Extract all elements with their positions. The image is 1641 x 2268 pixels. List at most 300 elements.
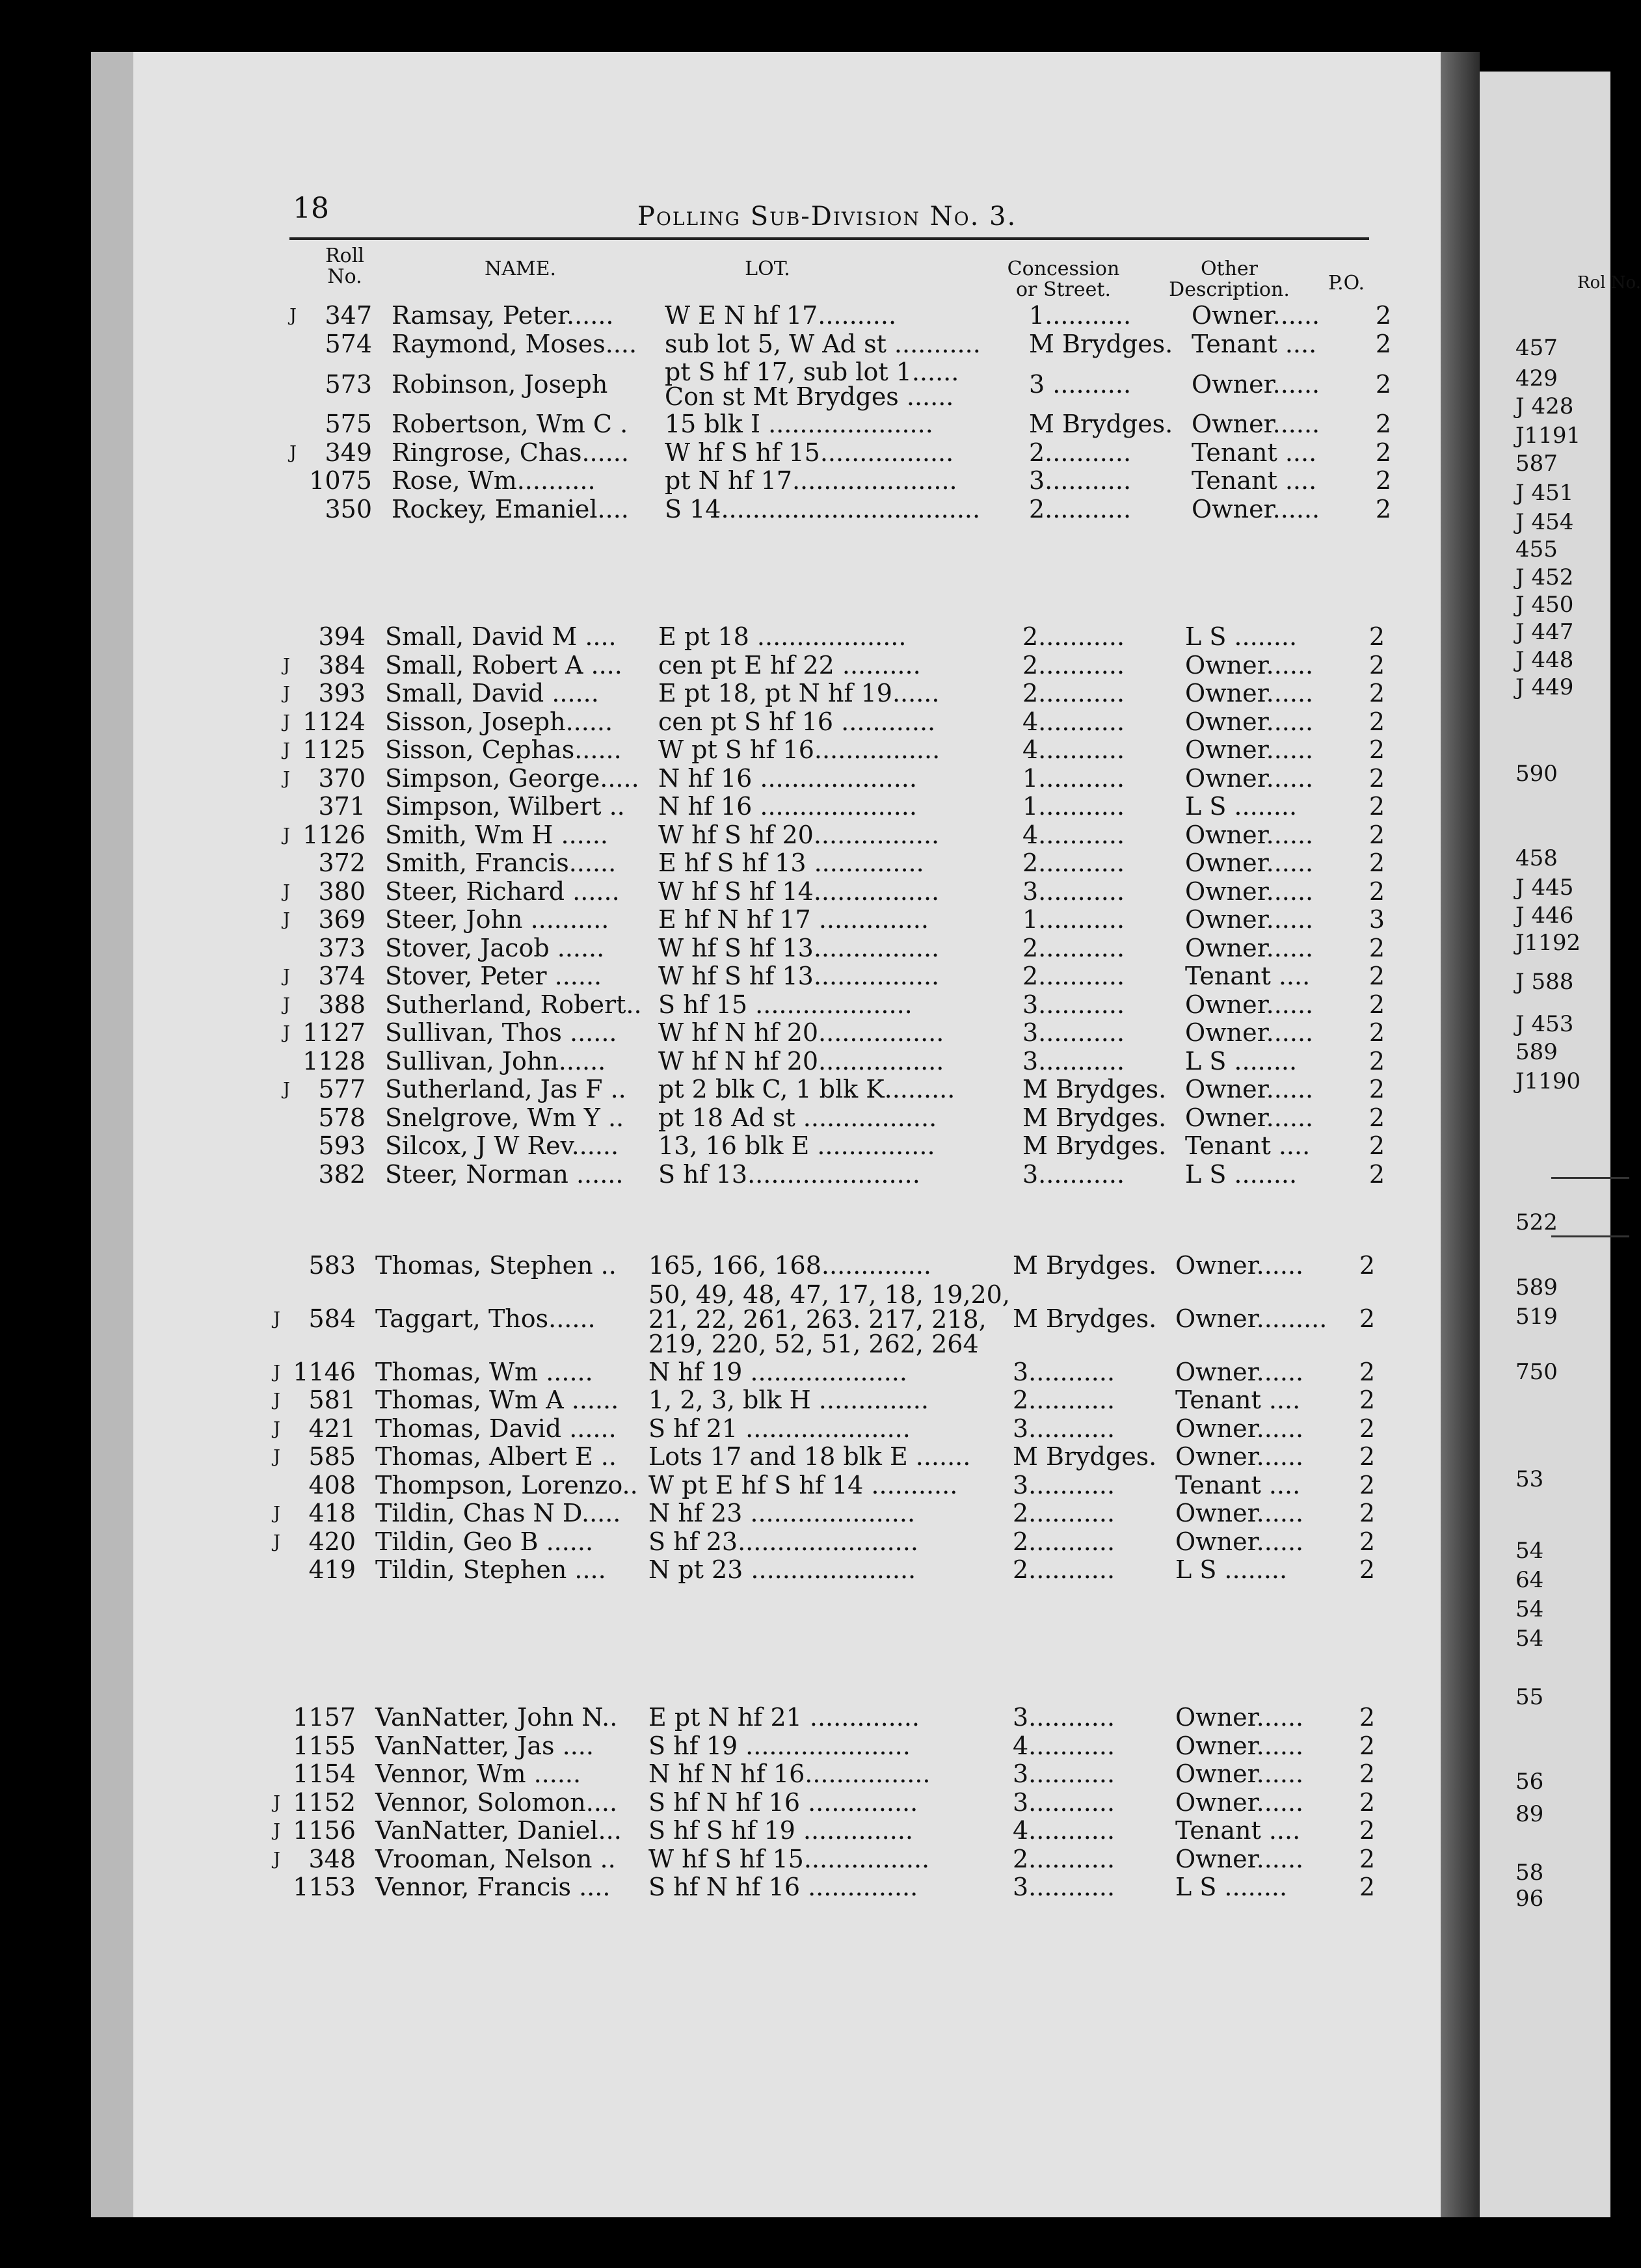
lot-line: W hf N hf 20................ (658, 1046, 944, 1075)
lot-cell (665, 330, 1029, 359)
right-page-roll-number: J 445 (1515, 875, 1574, 901)
lot-line: S hf S hf 19 .............. (648, 1816, 913, 1845)
other-description: Owner...... (1175, 1442, 1304, 1471)
concession: 4........... (1022, 707, 1125, 736)
concession: 3........... (1022, 1159, 1125, 1189)
other-description: Owner...... (1175, 1787, 1304, 1817)
voter-name: Raymond, Moses.... (392, 329, 637, 358)
voter-name: Vrooman, Nelson .. (375, 1844, 616, 1873)
voter-name: Snelgrove, Wm Y .. (385, 1103, 624, 1132)
juror-mark (260, 1161, 294, 1189)
roll-number: 1157 (293, 1703, 356, 1732)
lot-cell (648, 1386, 1013, 1415)
lot-line: Lots 17 and 18 blk E ....... (648, 1442, 971, 1471)
voter-name: Vennor, Solomon.... (375, 1787, 618, 1817)
table-row (260, 821, 1396, 850)
lot-line: N hf 16 .................... (658, 763, 917, 793)
juror-mark (260, 1048, 294, 1076)
right-page-roll-number: 54 (1515, 1626, 1544, 1652)
table-row (260, 1132, 1396, 1161)
lot-line: E pt N hf 21 .............. (648, 1703, 920, 1732)
other-description: Owner...... (1175, 1527, 1304, 1556)
lot-cell (648, 1704, 1013, 1732)
lot-line: W E N hf 17.......... (665, 301, 897, 330)
other-description: Owner...... (1192, 301, 1320, 330)
post-office: 2 (1368, 792, 1385, 821)
lot-cell (658, 1075, 1022, 1104)
lot-cell (665, 495, 1029, 524)
concession: 2........... (1022, 650, 1125, 679)
voter-name: Thomas, Wm A ...... (375, 1386, 619, 1415)
roll-number: 593 (318, 1131, 366, 1161)
header-rule (289, 237, 1369, 240)
right-page-roll-number: 89 (1515, 1801, 1544, 1827)
concession: M Brydges. (1022, 1075, 1167, 1104)
right-page-roll-number: 750 (1515, 1359, 1558, 1385)
lot-cell (648, 1873, 1013, 1902)
voter-name: Smith, Wm H ...... (385, 820, 608, 849)
lot-cell (658, 1161, 1022, 1189)
lot-cell (648, 1280, 1013, 1358)
right-page-roll-number: J 451 (1515, 480, 1574, 506)
juror-mark: J (273, 1531, 280, 1552)
post-office: 2 (1368, 1159, 1385, 1189)
other-description: Owner...... (1185, 877, 1314, 906)
concession: 2........... (1022, 933, 1125, 962)
roll-number: 369 (318, 905, 366, 934)
table-row (267, 467, 1403, 495)
lot-line: sub lot 5, W Ad st ........... (665, 329, 981, 358)
voter-name: Steer, John .......... (385, 905, 609, 934)
roll-number: 577 (318, 1075, 366, 1104)
right-page-roll-number: 64 (1515, 1567, 1544, 1593)
post-office: 2 (1368, 990, 1385, 1019)
roll-number: 374 (318, 962, 366, 991)
juror-mark (250, 1556, 284, 1585)
table-row (260, 652, 1396, 680)
juror-mark: J (283, 1023, 290, 1044)
voter-name: Thomas, Wm ...... (375, 1357, 593, 1386)
lot-cell (648, 1528, 1013, 1557)
concession: 3 .......... (1029, 369, 1132, 399)
column-header-lot: LOT. (745, 257, 790, 280)
other-description: Owner...... (1185, 1075, 1314, 1104)
right-page-roll-number: 55 (1515, 1684, 1544, 1710)
lot-cell (658, 934, 1022, 963)
concession: 1........... (1022, 763, 1125, 793)
lot-cell (648, 1760, 1013, 1789)
lot-line: E pt 18, pt N hf 19...... (658, 679, 940, 708)
lot-line: W hf S hf 13................ (658, 962, 940, 991)
table-row (260, 679, 1396, 708)
table-row (250, 1789, 1387, 1817)
concession: 2........... (1029, 494, 1132, 523)
table-row (250, 1817, 1387, 1845)
juror-mark: J (273, 1390, 280, 1411)
other-description: L S ........ (1175, 1873, 1288, 1902)
roll-number: 347 (325, 301, 372, 330)
voter-name: Robinson, Joseph (392, 369, 608, 399)
table-row (267, 330, 1403, 359)
roll-number: 1152 (293, 1787, 356, 1817)
lot-line: E hf N hf 17 .............. (658, 905, 929, 934)
roll-number: 418 (308, 1499, 356, 1528)
roll-number: 349 (325, 438, 372, 467)
table-row (250, 1471, 1387, 1500)
lot-cell (665, 439, 1029, 468)
column-header-other-description: Other Description. (1169, 257, 1290, 301)
roll-number: 584 (308, 1304, 356, 1333)
table-row (267, 410, 1403, 439)
table-row (267, 495, 1403, 524)
lot-cell (658, 765, 1022, 793)
other-description: Owner...... (1185, 735, 1314, 765)
lot-cell (658, 679, 1022, 708)
table-row (250, 1873, 1387, 1902)
other-description: Owner...... (1175, 1357, 1304, 1386)
voter-table (260, 623, 1396, 1189)
voter-name: Steer, Richard ...... (385, 877, 620, 906)
post-office: 2 (1359, 1760, 1376, 1789)
lot-line: S hf 23....................... (648, 1527, 918, 1556)
concession: 2........... (1022, 962, 1125, 991)
lot-line: W hf S hf 13................ (658, 933, 940, 962)
juror-mark (250, 1471, 284, 1500)
voter-name: Tildin, Chas N D..... (375, 1499, 621, 1528)
voter-table (250, 1704, 1387, 1902)
voter-name: Small, Robert A .... (385, 650, 622, 679)
post-office: 2 (1368, 679, 1385, 708)
roll-number: 371 (318, 792, 366, 821)
roll-number: 1125 (302, 735, 366, 765)
right-page-roll-number: J 428 (1515, 393, 1574, 419)
concession: 3........... (1013, 1787, 1115, 1817)
juror-mark: J (283, 910, 290, 930)
right-page-roll-number: J1190 (1515, 1068, 1581, 1094)
lot-cell (658, 849, 1022, 878)
voter-name: Thomas, David ...... (375, 1414, 617, 1443)
roll-number: 408 (308, 1470, 356, 1499)
voter-name: Sisson, Cephas...... (385, 735, 622, 765)
juror-mark: J (283, 740, 290, 761)
lot-line: N hf 19 .................... (648, 1357, 907, 1386)
roll-number: 585 (308, 1442, 356, 1471)
juror-mark: J (273, 1362, 280, 1382)
juror-mark (260, 1132, 294, 1161)
lot-line: 15 blk I ..................... (665, 410, 933, 439)
voter-name: Sutherland, Robert.. (385, 990, 642, 1019)
table-row (260, 793, 1396, 821)
concession: 2........... (1022, 849, 1125, 878)
lot-cell (648, 1845, 1013, 1874)
roll-number: 1075 (309, 466, 372, 495)
concession: 3........... (1013, 1470, 1115, 1499)
lot-line: cen pt E hf 22 .......... (658, 650, 921, 679)
voter-name: Robertson, Wm C . (392, 410, 628, 439)
concession: 3........... (1013, 1414, 1115, 1443)
table-row (260, 849, 1396, 878)
voter-name: VanNatter, Daniel... (375, 1816, 622, 1845)
roll-number: 372 (318, 849, 366, 878)
post-office: 2 (1375, 410, 1392, 439)
roll-number: 421 (308, 1414, 356, 1443)
post-office: 2 (1359, 1703, 1376, 1732)
other-description: Owner...... (1192, 369, 1320, 399)
other-description: Owner...... (1175, 1731, 1304, 1760)
juror-mark (267, 410, 300, 439)
post-office: 2 (1368, 735, 1385, 765)
lot-line: W pt E hf S hf 14 ........... (648, 1470, 958, 1499)
table-row (250, 1499, 1387, 1528)
other-description: Owner......... (1175, 1304, 1327, 1333)
table-row (260, 765, 1396, 793)
roll-number: 373 (318, 933, 366, 962)
right-page-roll-number: J 454 (1515, 509, 1574, 535)
table-row (250, 1358, 1387, 1387)
roll-number: 573 (325, 369, 372, 399)
lot-cell (658, 652, 1022, 680)
roll-number: 1146 (293, 1357, 356, 1386)
post-office: 2 (1375, 301, 1392, 330)
table-row (250, 1252, 1387, 1280)
voter-name: Thomas, Stephen .. (375, 1251, 617, 1280)
table-row (260, 736, 1396, 765)
post-office: 2 (1375, 369, 1392, 399)
lot-cell (658, 1019, 1022, 1048)
concession: 4........... (1013, 1816, 1115, 1845)
lot-line: S hf 19 ..................... (648, 1731, 911, 1760)
post-office: 2 (1359, 1414, 1376, 1443)
voter-name: VanNatter, John N.. (375, 1703, 618, 1732)
voter-name: Small, David ...... (385, 679, 599, 708)
lot-cell (648, 1789, 1013, 1817)
other-description: Owner...... (1185, 679, 1314, 708)
post-office: 2 (1368, 1103, 1385, 1132)
voter-name: Smith, Francis...... (385, 849, 617, 878)
roll-number: 348 (308, 1844, 356, 1873)
lot-line: E hf S hf 13 .............. (658, 849, 924, 878)
juror-mark: J (289, 306, 297, 326)
post-office: 2 (1368, 849, 1385, 878)
roll-number: 581 (308, 1386, 356, 1415)
table-row (250, 1443, 1387, 1471)
post-office: 2 (1359, 1499, 1376, 1528)
table-row (260, 708, 1396, 737)
other-description: Owner...... (1185, 707, 1314, 736)
post-office: 2 (1359, 1787, 1376, 1817)
other-description: Owner...... (1175, 1499, 1304, 1528)
right-page-roll-number: J 588 (1515, 969, 1574, 995)
other-description: Owner...... (1175, 1251, 1304, 1280)
other-description: Tenant .... (1175, 1386, 1301, 1415)
table-row (267, 439, 1403, 468)
other-description: Owner...... (1185, 933, 1314, 962)
other-description: Owner...... (1185, 1103, 1314, 1132)
other-description: Tenant .... (1175, 1470, 1301, 1499)
concession: 2........... (1013, 1527, 1115, 1556)
roll-number: 1155 (293, 1731, 356, 1760)
right-page-roll-number: 54 (1515, 1538, 1544, 1564)
post-office: 2 (1359, 1357, 1376, 1386)
table-row (250, 1556, 1387, 1585)
right-page-roll-number: 589 (1515, 1039, 1558, 1065)
lot-cell (648, 1252, 1013, 1280)
lot-cell (648, 1471, 1013, 1500)
juror-mark (250, 1252, 284, 1280)
right-page-roll-number: 458 (1515, 845, 1558, 871)
lot-line: pt S hf 17, sub lot 1...... (665, 358, 959, 386)
voter-name: Sutherland, Jas F .. (385, 1075, 626, 1104)
table-row (250, 1415, 1387, 1444)
lot-cell (658, 906, 1022, 934)
roll-number: 382 (318, 1159, 366, 1189)
voter-name: Rockey, Emaniel.... (392, 494, 629, 523)
lot-line: N hf N hf 16................ (648, 1760, 931, 1789)
right-page-roll-number: 590 (1515, 761, 1558, 787)
juror-mark (267, 495, 300, 524)
table-row (267, 302, 1403, 330)
concession: 3........... (1029, 466, 1132, 495)
right-page-roll-number: J 447 (1515, 619, 1574, 645)
lot-cell (648, 1499, 1013, 1528)
post-office: 2 (1359, 1816, 1376, 1845)
page-title: Polling Sub-Division No. 3. (637, 202, 1017, 231)
post-office: 2 (1375, 329, 1392, 358)
table-row (260, 878, 1396, 906)
lot-line: 165, 166, 168.............. (648, 1251, 932, 1280)
roll-number: 1127 (302, 1018, 366, 1048)
other-description: Tenant .... (1192, 329, 1317, 358)
lot-line: S hf 15 .................... (658, 990, 913, 1019)
concession: 3........... (1013, 1703, 1115, 1732)
concession: 4........... (1022, 820, 1125, 849)
lot-cell (665, 358, 1029, 410)
right-page-roll-number: 54 (1515, 1596, 1544, 1622)
juror-mark (250, 1732, 284, 1761)
right-page-roll-number: J 453 (1515, 1011, 1574, 1037)
voter-name: Ramsay, Peter...... (392, 301, 614, 330)
lot-line: 21, 22, 261, 263. 217, 218, (648, 1304, 987, 1334)
lot-cell (658, 962, 1022, 991)
concession: 2........... (1013, 1844, 1115, 1873)
voter-name: Silcox, J W Rev...... (385, 1131, 619, 1161)
lot-line: 219, 220, 52, 51, 262, 264 (648, 1329, 979, 1358)
voter-name: Thompson, Lorenzo.. (375, 1470, 638, 1499)
other-description: Tenant .... (1192, 466, 1317, 495)
right-page-roll-number: J 450 (1515, 592, 1574, 618)
juror-mark: J (283, 1079, 290, 1100)
other-description: Tenant .... (1175, 1816, 1301, 1845)
voter-name: Stover, Peter ...... (385, 962, 602, 991)
lot-cell (665, 410, 1029, 439)
voter-name: Tildin, Stephen .... (375, 1555, 606, 1585)
other-description: Owner...... (1185, 650, 1314, 679)
other-description: Owner...... (1175, 1760, 1304, 1789)
roll-number: 419 (308, 1555, 356, 1585)
other-description: Owner...... (1185, 905, 1314, 934)
lot-cell (658, 878, 1022, 906)
juror-mark (260, 793, 294, 821)
table-row (260, 962, 1396, 991)
column-header-concession: Concession or Street. (1007, 257, 1120, 301)
post-office: 2 (1359, 1442, 1376, 1471)
voter-name: Small, David M .... (385, 622, 617, 652)
table-row (250, 1528, 1387, 1557)
voter-name: Simpson, George..... (385, 763, 639, 793)
right-page-roll-number: J 446 (1515, 903, 1574, 929)
right-page (1480, 72, 1641, 2217)
voter-name: Vennor, Wm ...... (375, 1760, 581, 1789)
concession: M Brydges. (1013, 1442, 1157, 1471)
right-page-roll-number: 589 (1515, 1274, 1558, 1300)
roll-number: 1153 (293, 1873, 356, 1902)
voter-name: Vennor, Francis .... (375, 1873, 611, 1902)
roll-number: 575 (325, 410, 372, 439)
roll-number: 394 (318, 622, 366, 652)
lot-cell (665, 302, 1029, 330)
roll-number: 370 (318, 763, 366, 793)
juror-mark (260, 623, 294, 652)
other-description: Owner...... (1185, 1018, 1314, 1048)
other-description: Owner...... (1175, 1414, 1304, 1443)
concession: 2........... (1022, 622, 1125, 652)
other-description: Owner...... (1185, 990, 1314, 1019)
juror-mark: J (273, 1849, 280, 1869)
table-row (260, 1075, 1396, 1104)
lot-line: N hf 23 ..................... (648, 1499, 916, 1528)
lot-cell (648, 1732, 1013, 1761)
voter-name: Sullivan, Thos ...... (385, 1018, 617, 1048)
roll-number: 393 (318, 679, 366, 708)
lot-line: W hf S hf 20................ (658, 820, 940, 849)
lot-line: pt 18 Ad st ................. (658, 1103, 937, 1132)
concession: M Brydges. (1022, 1131, 1167, 1161)
juror-mark: J (283, 881, 290, 902)
table-row (260, 991, 1396, 1020)
concession: 3........... (1022, 877, 1125, 906)
juror-mark: J (283, 683, 290, 704)
concession: 4........... (1022, 735, 1125, 765)
concession: 2........... (1013, 1499, 1115, 1528)
right-page-roll-number: 96 (1515, 1886, 1544, 1912)
voter-name: Steer, Norman ...... (385, 1159, 624, 1189)
other-description: Owner...... (1185, 820, 1314, 849)
right-page-rule (1551, 1235, 1629, 1237)
lot-line: S hf N hf 16 .............. (648, 1873, 918, 1902)
voter-name: Stover, Jacob ...... (385, 933, 605, 962)
lot-line: W hf S hf 14................ (658, 877, 940, 906)
juror-mark (260, 849, 294, 878)
concession: 2........... (1013, 1386, 1115, 1415)
other-description: Tenant .... (1192, 438, 1317, 467)
post-office: 2 (1368, 707, 1385, 736)
right-page-roll-number: J 452 (1515, 564, 1574, 590)
juror-mark (267, 467, 300, 495)
other-description: Owner...... (1175, 1844, 1304, 1873)
juror-mark: J (289, 442, 297, 463)
lot-cell (648, 1556, 1013, 1585)
lot-cell (658, 1048, 1022, 1076)
concession: 3........... (1022, 1046, 1125, 1075)
roll-number: 384 (318, 650, 366, 679)
column-header-po: P.O. (1327, 272, 1365, 295)
post-office: 2 (1359, 1527, 1376, 1556)
roll-number: 578 (318, 1103, 366, 1132)
lot-line: S hf 21 ..................... (648, 1414, 911, 1443)
right-page-roll-number: J1192 (1515, 930, 1581, 956)
lot-line: pt N hf 17..................... (665, 466, 957, 495)
roll-number: 1156 (293, 1816, 356, 1845)
